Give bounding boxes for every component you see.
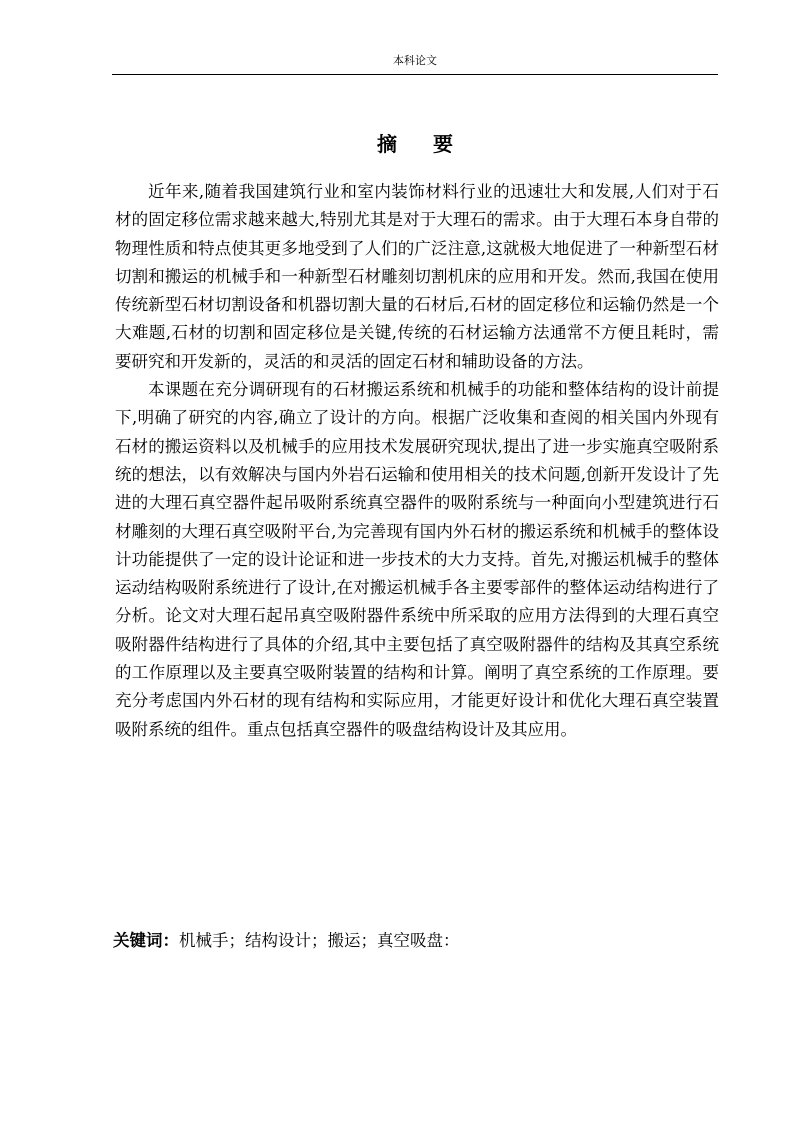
abstract-paragraph-2: 本课题在充分调研现有的石材搬运系统和机械手的功能和整体结构的设计前提下,明确了研究的内容,确立了设计的方向。根据广泛收集和查阅的相关国内外现有石材的搬运资料以及机械手的应用技术发展研究现状,提出了进一步实施真空吸附系统的想法，以有效解决与国内外岩石运输和使用相关的技术问题,创新开发设计了先进的大理石真空器件起吊吸附系统真空器件的吸附系统与一种面向小型建筑进行石材雕刻的大理石真空吸附平台,为完善现有国内外石材的搬运系统和机械手的整体设计功能提供了一定的设计论证和进一步技术的大力支持。首先,对搬运机械手的整体运动结构吸附系统进行了设计,在对搬运机械手各主要零部件的整体运动结构进行了分析。论文对大理石起吊真空吸附器件系统中所采取的应用方法得到的大理石真空吸附器件结构进行了具体的介绍,其中主要包括了真空吸附器件的结构及其真空系统的工作原理以及主要真空吸附装置的结构和计算。阐明了真空系统的工作原理。要充分考虑国内外石材的现有结构和实际应用，才能更好设计和优化大理石真空装置吸附系统的组件。重点包括真空器件的吸盘结构设计及其应用。: [115, 380, 719, 739]
keywords-label: 关键词：: [113, 931, 179, 950]
header-text: 本科论文: [393, 54, 437, 67]
page-header: [112, 52, 718, 75]
abstract-paragraph-1: 近年来,随着我国建筑行业和室内装饰材料行业的迅速壮大和发展,人们对于石材的固定移位需求越来越大,特别尤其是对于大理石的需求。由于大理石本身自带的物理性质和特点使其更多地受到了人们的广泛注意,这就极大地促进了一种新型石材切割和搬运的机械手和一种新型石材雕刻切割机床的应用和开发。然而,我国在使用传统新型石材切割设备和机器切割大量的石材后,石材的固定移位和运输仍然是一个大难题,石材的切割和固定移位是关键,传统的石材运输方法通常不方便且耗时，需要研究和开发新的，灵活的和灵活的固定石材和辅助设备的方法。: [115, 182, 719, 371]
abstract-body: [115, 178, 719, 744]
keywords-value: 机械手；结构设计；搬运；真空吸盘：: [179, 931, 460, 950]
abstract-title: 摘要: [377, 132, 489, 156]
keywords-line: [113, 929, 719, 953]
